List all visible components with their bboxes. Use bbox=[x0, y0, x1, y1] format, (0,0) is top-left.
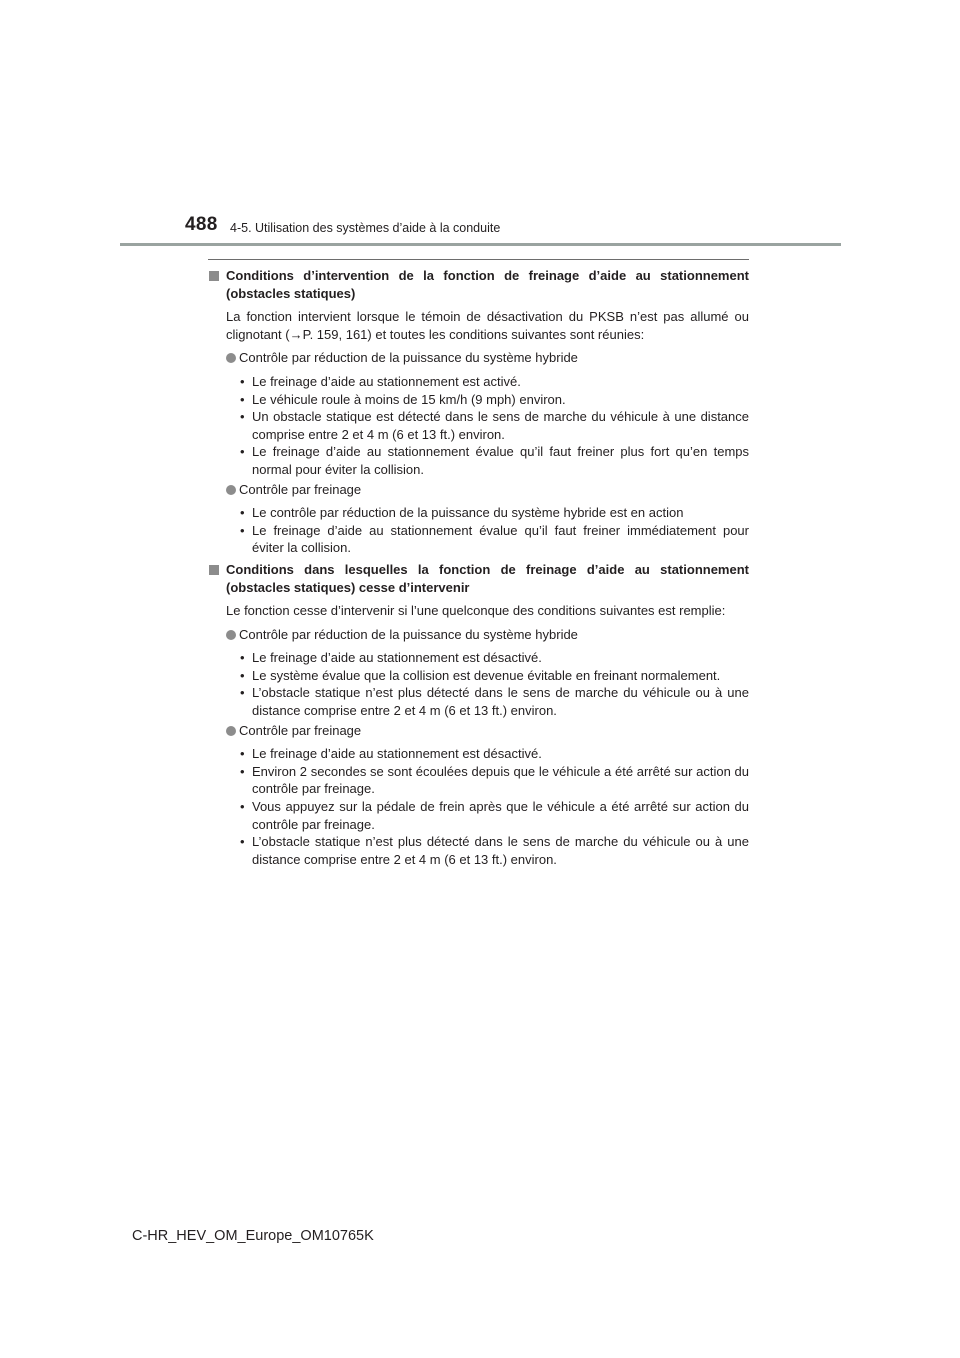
list-item-text: Le véhicule roule à moins de 15 km/h (9 mph) environ. bbox=[252, 391, 566, 407]
list-item-text: Le freinage d’aide au stationnement évalue qu’il faut freiner immédiatement pour éviter la collision. bbox=[252, 522, 749, 556]
list-item-text: Vous appuyez sur la pédale de frein après que le véhicule a été arrêté sur action du contrôle par freinage. bbox=[252, 799, 749, 832]
list-item-text: Le freinage d’aide au stationnement est désactivé. bbox=[252, 650, 542, 666]
list-item bbox=[208, 504, 749, 522]
list-item bbox=[208, 684, 749, 719]
list-item-text: Le système évalue que la collision est devenue évitable en freinant normalement. bbox=[252, 667, 721, 683]
section-title: 4-5. Utilisation des systèmes d’aide à la conduite bbox=[230, 221, 501, 235]
list-item-text: Le freinage d’aide au stationnement est activé. bbox=[252, 373, 521, 389]
condition-list bbox=[208, 745, 749, 868]
list-item bbox=[208, 798, 749, 833]
intro-paragraph: Le fonction cesse d’intervenir si l’une quelconque des conditions suivantes est remplie: bbox=[226, 603, 726, 619]
heading-text: Conditions d’intervention de la fonction de freinage d’aide au stationnement (obstacles statiques) bbox=[226, 268, 749, 301]
list-item bbox=[208, 373, 749, 391]
circle-bullet-icon bbox=[226, 353, 236, 363]
list-item bbox=[208, 649, 749, 667]
list-item-text: L’obstacle statique n’est plus détecté dans le sens de marche du véhicule ou à une distance comprise entre 2 et 4 m (6 et 13 ft.) environ. bbox=[252, 685, 749, 719]
bullet-mark: • bbox=[240, 373, 245, 389]
subsection-title-text: Contrôle par freinage bbox=[239, 481, 362, 497]
intro-paragraph: La fonction intervient lorsque le témoin de désactivation du PKSB n’est pas allumé ou clignotant (→P. 159, 161) et toutes les conditions suivantes sont réunies: bbox=[226, 309, 749, 342]
subsection-title-text: Contrôle par freinage bbox=[239, 722, 362, 738]
subsection-title bbox=[208, 626, 749, 644]
page-content bbox=[208, 267, 749, 870]
bullet-mark: • bbox=[240, 522, 245, 538]
list-item-text: Le contrôle par réduction de la puissance du système hybride est en action bbox=[252, 505, 684, 521]
list-item-text: Environ 2 secondes se sont écoulées depuis que le véhicule a été arrêté sur action du contrôle par freinage. bbox=[252, 763, 749, 797]
list-item bbox=[208, 763, 749, 798]
content-rule bbox=[208, 259, 749, 260]
bullet-mark: • bbox=[240, 444, 245, 460]
list-item bbox=[208, 667, 749, 685]
bullet-mark: • bbox=[240, 409, 245, 425]
condition-list bbox=[208, 504, 749, 557]
bullet-mark: • bbox=[240, 763, 245, 779]
section-heading bbox=[208, 561, 749, 596]
list-item-text: Un obstacle statique est détecté dans le sens de marche du véhicule à une distance comprise entre 2 et 4 m (6 et 13 ft.) environ. bbox=[252, 409, 749, 442]
footer-doc-code: C-HR_HEV_OM_Europe_OM10765K bbox=[132, 1228, 374, 1244]
list-item-text: Le freinage d’aide au stationnement est désactivé. bbox=[252, 746, 542, 762]
bullet-mark: • bbox=[240, 834, 245, 850]
list-item bbox=[208, 833, 749, 868]
circle-bullet-icon bbox=[226, 630, 236, 640]
list-item-text: L’obstacle statique n’est plus détecté dans le sens de marche du véhicule ou à une distance comprise entre 2 et 4 m (6 et 13 ft.) environ. bbox=[252, 834, 749, 867]
section-heading bbox=[208, 267, 749, 302]
heading-text: Conditions dans lesquelles la fonction de freinage d’aide au stationnement (obstacles statiques) cesse d’intervenir bbox=[226, 561, 749, 595]
list-item bbox=[208, 443, 749, 478]
list-item-text: Le freinage d’aide au stationnement évalue qu’il faut freiner plus fort qu’en temps normal pour éviter la collision. bbox=[252, 444, 749, 477]
bullet-mark: • bbox=[240, 650, 245, 666]
subsection-title bbox=[208, 481, 749, 499]
subsection-title bbox=[208, 722, 749, 740]
subsection-title-text: Contrôle par réduction de la puissance du système hybride bbox=[239, 626, 578, 642]
bullet-mark: • bbox=[240, 685, 245, 701]
list-item bbox=[208, 408, 749, 443]
bullet-mark: • bbox=[240, 799, 245, 815]
bullet-mark: • bbox=[240, 746, 245, 762]
list-item bbox=[208, 745, 749, 763]
circle-bullet-icon bbox=[226, 726, 236, 736]
header-rule bbox=[120, 243, 841, 246]
list-item bbox=[208, 391, 749, 409]
square-bullet-icon bbox=[209, 271, 219, 281]
circle-bullet-icon bbox=[226, 485, 236, 495]
condition-list bbox=[208, 649, 749, 719]
list-item bbox=[208, 522, 749, 557]
square-bullet-icon bbox=[209, 565, 219, 575]
condition-list bbox=[208, 373, 749, 479]
subsection-title bbox=[208, 349, 749, 367]
page-number: 488 bbox=[185, 214, 218, 235]
bullet-mark: • bbox=[240, 667, 245, 683]
bullet-mark: • bbox=[240, 505, 245, 521]
subsection-title-text: Contrôle par réduction de la puissance du système hybride bbox=[239, 350, 578, 366]
bullet-mark: • bbox=[240, 391, 245, 407]
